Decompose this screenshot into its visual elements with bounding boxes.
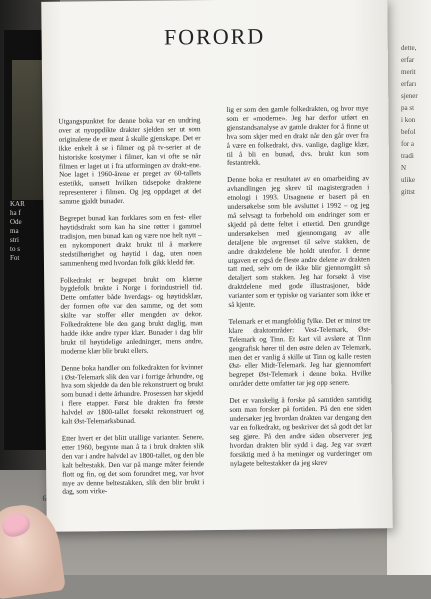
- paragraph: Telemark er et mangfoldig fylke. Det er minst tre klare draktområder: Vest-Telemark, Øst-Telemark og Tinn. Et kart vil avsløre at Tinn geografisk hører til den østre delen av Telemark, men det er vanlig å skille ut Tinn og kalle resten Øst- eller Midt-Telemark. Jeg har gjennomført begrepet Øst-Telemark i denne boka. Hvilke områder dette omfatter tar jeg opp senere.: [228, 316, 372, 389]
- left-text-column: [58, 116, 204, 505]
- page-number: 6: [42, 493, 47, 503]
- paragraph: Denne boka er resultatet av en omarbeiding av avhandlingen jeg skrev til magistergraden i etnologi i 1993. Utsagnene er basert på en undersøkelse som ble avsluttet i 1992 – og jeg må selvsagt ta forbehold om endringer som er skjedd på dette feltet i ettertid. Den grundige undersøkelsen med gjennomgang av alle detaljene ble avgrenset til selve stakken, de andre draktdelene ble holdt utenfor. I denne utgaven er også de fleste andre delene av drakten tatt med, selv om de ikke blir gjennomgått så detaljert som stakken. Jeg har forsøkt å vise draktdelene med gode illustrasjoner, både varianter som er typiske og varianter som ikke er så kjente.: [227, 174, 371, 309]
- paragraph: Denne boka handler om folkedrakten for kvinner i Øst-Telemark slik den var i forrige århundre, og hva som skjedde da den ble rekonstruert og brukt som bunad i dette århundre. Prosessen har skjedd i flere etapper. Først ble drakten fra første halvdel av 1800-tallet forsøkt rekonstruert og kalt Øst-Telemarksbunad.: [61, 362, 204, 426]
- right-page-text: dette, erfar merit erfarı sjener pa st i kon befol for a tradi N ulike gittst: [401, 44, 418, 196]
- paragraph: Begrepet bunad kan forklares som en fest- eller høytidsdrakt som kan ha sine røtter i gammel tradisjon, men bunad kan og være noe helt nytt – en nykomponert drakt brukt til å markere stedstilhørighet og høytid i dag, uten noen sammenheng med hvordan folk gikk kledd før.: [59, 213, 202, 268]
- paragraph: Utgangspunktet for denne boka var en undring over at nyoppdikte drakter sjelden ser ut som originalene de er ment å skulle gjenskape. Det er ikke enkelt å se i filmer og på tv-serier at de historiske kostymer i filmer, kan vi ofte se når filmen er laget ut i fra utformingen av drakt-ene. Noe laget i 1960-årene er preget av 60-tallets estetikk, uansett hvilken tidsepoke draktene representerer i filmen. Og jeg oppdaget at det samme gjaldt bunader.: [58, 116, 202, 206]
- paragraph: Etter hvert er det blitt utallige varianter. Senere, etter 1960, begynte man å ta i bruk drakten slik den var i andre halvdel av 1800-tallet, og den ble kalt beltestakk. Den var på mange måter feiende flott og fin, og det som forundret meg, var hvor mye av denne beltestakken, slik den blir brukt i dag, som virke-: [61, 433, 205, 497]
- paragraph: Folkedrakt er begrepet brukt om klærne bygdefolk brukte i Norge i forindustriell tid. Dette omfatter både hverdags- og høytidsklær, der formen ofte var den samme, og det som skilte var stoffer eller mengden av dekor. Folkedraktene ble den gang brukt daglig, man hadde ikke andre typer klær. Bunader i dag blir brukt til høytidelige anledninger, mens andre, moderne klær blir brukt ellers.: [60, 274, 203, 356]
- page-title: FORORD: [163, 23, 266, 50]
- right-text-column: [226, 104, 372, 476]
- background-left-caption: KAR ha f Ode ma stri to s Fot: [10, 200, 25, 262]
- book-page: [41, 0, 393, 532]
- paragraph: lig er som den gamle folkedrakten, og hvor mye som er «moderne». Jeg har derfor utført en gjenstandsanalyse av gamle drakter for å finne ut hva som skjer med en drakt når den går over fra å være en folkedrakt, dvs. vanlige, daglige klær, til å bli en bunad, dvs. brukt kun som festantrekk.: [226, 104, 369, 168]
- paragraph: Det er vanskelig å forske på samtiden samtidig som man forsker på fortiden. På den ene siden undersøker jeg hvordan drakten var dengang den var en folkedrakt, og beskriver det så godt det lar seg gjøre. På den andre siden observerer jeg hvordan drakten blir sydd i dag. Jeg var svært forsiktig med å ha meninger og vurderinger om nylagete beltestakker da jeg skrev: [229, 395, 373, 468]
